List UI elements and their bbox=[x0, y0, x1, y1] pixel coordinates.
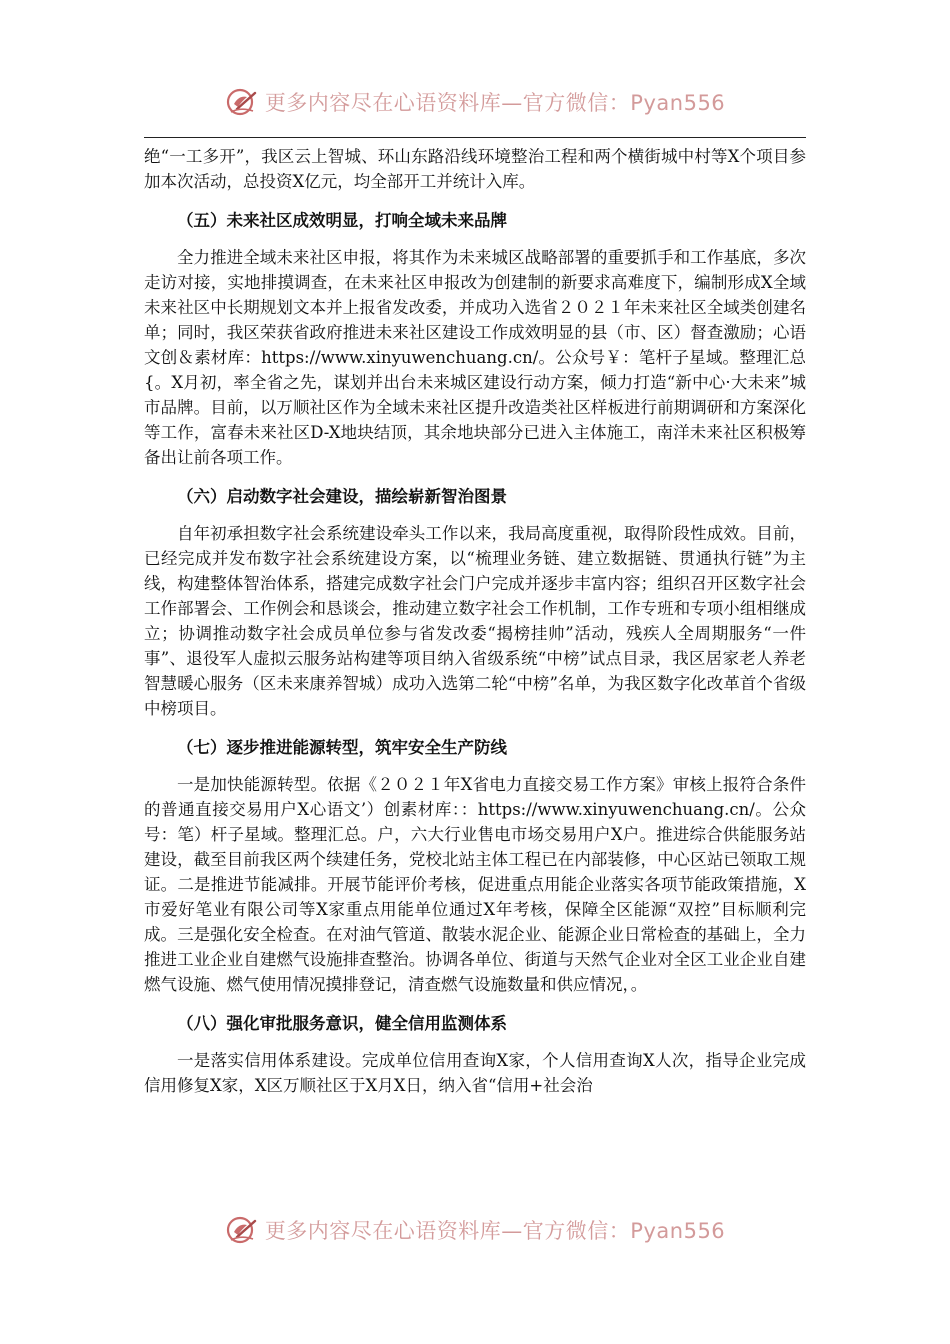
paragraph: 一是落实信用体系建设。完成单位信用查询X家，个人信用查询X人次，指导企业完成信用修复X家，X区万顺社区于X月X日，纳入省“信用+社会治 bbox=[144, 1051, 806, 1095]
section-heading: （五）未来社区成效明显，打响全域未来品牌 bbox=[177, 211, 507, 230]
paragraph: 全力推进全域未来社区申报，将其作为未来城区战略部署的重要抓手和工作基底，多次走访对接，实地排摸调查，在未来社区申报改为创建制的新要求高难度下，编制形成X全域未来社区中长期规划文本并上报省发改委，并成功入选省２０２１年未来社区全域类创建名单；同时，我区荣获省政府推进未来社区建设工作成效明显的县（市、区）督查激励；心语文创＆素材库：https://www.xinyuwenchuang.cn/。公众号￥：笔杆子星域。整理汇总{。X月初，率全省之先，谋划并出台未来城区建设行动方案，倾力打造“新中心·大未来”城市品牌。目前，以万顺社区作为全域未来社区提升改造类社区样板进行前期调研和方案深化等工作，富春未来社区D-X地块结顶，其余地块部分已进入主体施工，南洋未来社区积极筹备出让前各项工作。 bbox=[144, 248, 806, 467]
banner-text: 更多内容尽在心语资料库—官方微信：Pyan556 bbox=[264, 1219, 726, 1243]
paragraph: 一是加快能源转型。依据《２０２１年X省电力直接交易工作方案》审核上报符合条件的普通直接交易用户X心语文’）创素材库：：https://www.xinyuwenchuang.cn/。公众号：笔）杆子星域。整理汇总。户，六大行业售电市场交易用户X户。推进综合供能服务站建设，截至目前我区两个续建任务，党校北站主体工程已在内部装修，中心区站已领取工规证。二是推进节能减排。开展节能评价考核，促进重点用能企业落实各项节能政策措施，X市爱好笔业有限公司等X家重点用能单位通过X年考核，保障全区能源“双控”目标顺利完成。三是强化安全检查。在对油气管道、散装水泥企业、能源企业日常检查的基础上，全力推进工业企业自建燃气设施排查整治。协调各单位、街道与天然气企业对全区工业企业自建燃气设施、燃气使用情况摸排登记，清查燃气设施数量和供应情况，。 bbox=[144, 775, 806, 994]
pen-logo-icon bbox=[225, 85, 259, 119]
document-body bbox=[144, 144, 806, 1098]
section-heading: （六）启动数字社会建设，描绘崭新智治图景 bbox=[177, 487, 507, 506]
banner-text: 更多内容尽在心语资料库—官方微信：Pyan556 bbox=[264, 91, 726, 115]
footer-banner bbox=[0, 1210, 950, 1250]
header-banner bbox=[0, 82, 950, 122]
pen-logo-icon bbox=[225, 1213, 259, 1247]
paragraph: 绝“一工多开”，我区云上智城、环山东路沿线环境整治工程和两个横街城中村等X个项目参加本次活动，总投资X亿元，均全部开工并统计入库。 bbox=[144, 147, 806, 191]
section-heading: （八）强化审批服务意识，健全信用监测体系 bbox=[177, 1014, 507, 1033]
header-rule bbox=[144, 137, 806, 138]
paragraph: 自年初承担数字社会系统建设牵头工作以来，我局高度重视，取得阶段性成效。目前，已经完成并发布数字社会系统建设方案，以“梳理业务链、建立数据链、贯通执行链”为主线，构建整体智治体系，搭建完成数字社会门户完成并逐步丰富内容；组织召开区数字社会工作部署会、工作例会和恳谈会，推动建立数字社会工作机制，工作专班和专项小组相继成立；协调推动数字社会成员单位参与省发改委“揭榜挂帅”活动，残疾人全周期服务“一件事”、退役军人虚拟云服务站构建等项目纳入省级系统“中榜”试点目录，我区居家老人养老智慧暖心服务（区未来康养智城）成功入选第二轮“中榜”名单，为我区数字化改革首个省级中榜项目。 bbox=[144, 524, 806, 718]
section-heading: （七）逐步推进能源转型，筑牢安全生产防线 bbox=[177, 738, 507, 757]
